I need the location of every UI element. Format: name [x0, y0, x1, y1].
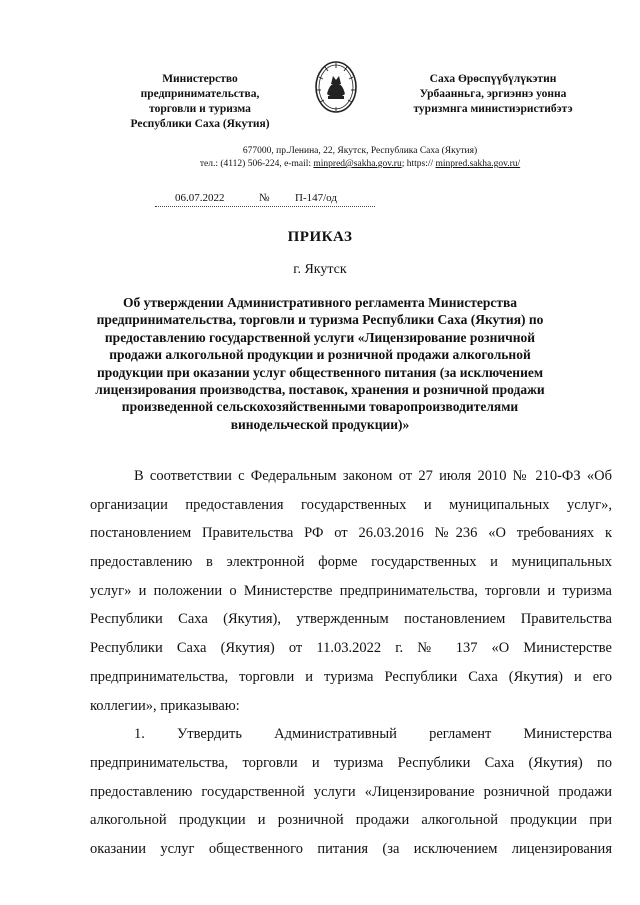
ministry-line: предпринимательства,: [140, 88, 260, 100]
body-line: предоставлению в электронной форме государственных и муниципальных: [90, 554, 612, 571]
subject-line: продажи алкогольной продукции и розничной продажи алкогольной: [109, 347, 531, 363]
phone: тел.: (4112) 506-224, e-mail:: [199, 159, 314, 169]
body-line: алкогольной продукции и розничной продажи алкогольной продукции при: [90, 812, 612, 829]
ministry-line: Саха Өрөспүүбүлүкэтин: [429, 73, 557, 85]
ministry-line: торговли и туризма: [149, 103, 251, 115]
body-line: Республики Саха (Якутия) от 11.03.2022 г. № 137 «О Министерстве: [90, 640, 612, 657]
subject-line: произведенной сельскохозяйственными товаропроизводителями: [121, 399, 519, 415]
ministry-name-yakut: [398, 72, 588, 117]
subject-line: Об утверждении Административного регламента Министерства: [122, 295, 518, 310]
body-line: Республики Саха (Якутия), утвержденным постановлением Правительства: [90, 611, 612, 628]
order-body: [90, 462, 612, 864]
body-line: услуг» и положении о Министерстве предпринимательства, торговли и туризма: [90, 582, 612, 599]
subject-line: продукции при оказании услуг общественного питания (за исключением: [96, 364, 544, 380]
site-link[interactable]: minpred.sakha.gov.ru/: [435, 159, 521, 169]
contacts-block: [150, 145, 570, 171]
body-line: предоставлению государственной услуги «Лицензирование розничной продажи: [90, 783, 612, 800]
subject-line: винодельческой продукции)»: [230, 416, 410, 432]
document-title: ПРИКАЗ: [287, 229, 353, 245]
registration-line: [155, 191, 375, 207]
ministry-line: туризмнга министиэристибэтэ: [413, 103, 573, 115]
body-line: постановлением Правительства РФ от 26.03.2016 №236 «О требованиях к: [90, 525, 612, 542]
ministry-line: Министерство: [162, 73, 238, 85]
order-subject: [90, 294, 550, 433]
sakha-coat-of-arms-icon: [314, 60, 358, 114]
email-link[interactable]: minpred@sakha.gov.ru: [313, 159, 402, 169]
ministry-line: Урбаанньга, эргиэннэ уонна: [419, 88, 567, 100]
body-line: организации предоставления государственных и муниципальных услуг»,: [90, 496, 612, 513]
body-line: В соответствии с Федеральным законом от 27 июля 2010 № 210-ФЗ «Об: [134, 468, 612, 484]
ministry-name-russian: [100, 72, 300, 132]
ministry-line: Республики Саха (Якутия): [130, 118, 270, 130]
order-date: 06.07.2022: [175, 192, 225, 204]
address: 677000, пр.Ленина, 22, Якутск, Республика Саха (Якутия): [242, 146, 478, 156]
dotted-underline: [155, 206, 375, 207]
body-line: предпринимательства, торговли и туризма Республики Саха (Якутия) по: [90, 754, 612, 771]
number-sign: №: [259, 192, 270, 204]
body-line: коллегии», приказываю:: [90, 697, 240, 714]
phone-email-site: [150, 158, 570, 171]
body-line: предпринимательства, торговли и туризма Республики Саха (Якутия) и его: [90, 668, 612, 685]
subject-line: предоставлению государственной услуги «Лицензирование розничной: [104, 329, 536, 345]
site-prefix: ; https://: [401, 159, 436, 169]
subject-line: предпринимательства, торговли и туризма Республики Саха (Якутия) по: [96, 312, 544, 328]
city: г. Якутск: [293, 262, 347, 277]
body-line: оказании услуг общественного питания (за исключением лицензирования: [90, 840, 612, 857]
subject-line: лицензирования производства, поставок, хранения и розничной продажи: [95, 382, 545, 398]
order-number: П-147/од: [295, 192, 337, 204]
body-line: 1. Утвердить Административный регламент Министерства: [134, 726, 612, 743]
